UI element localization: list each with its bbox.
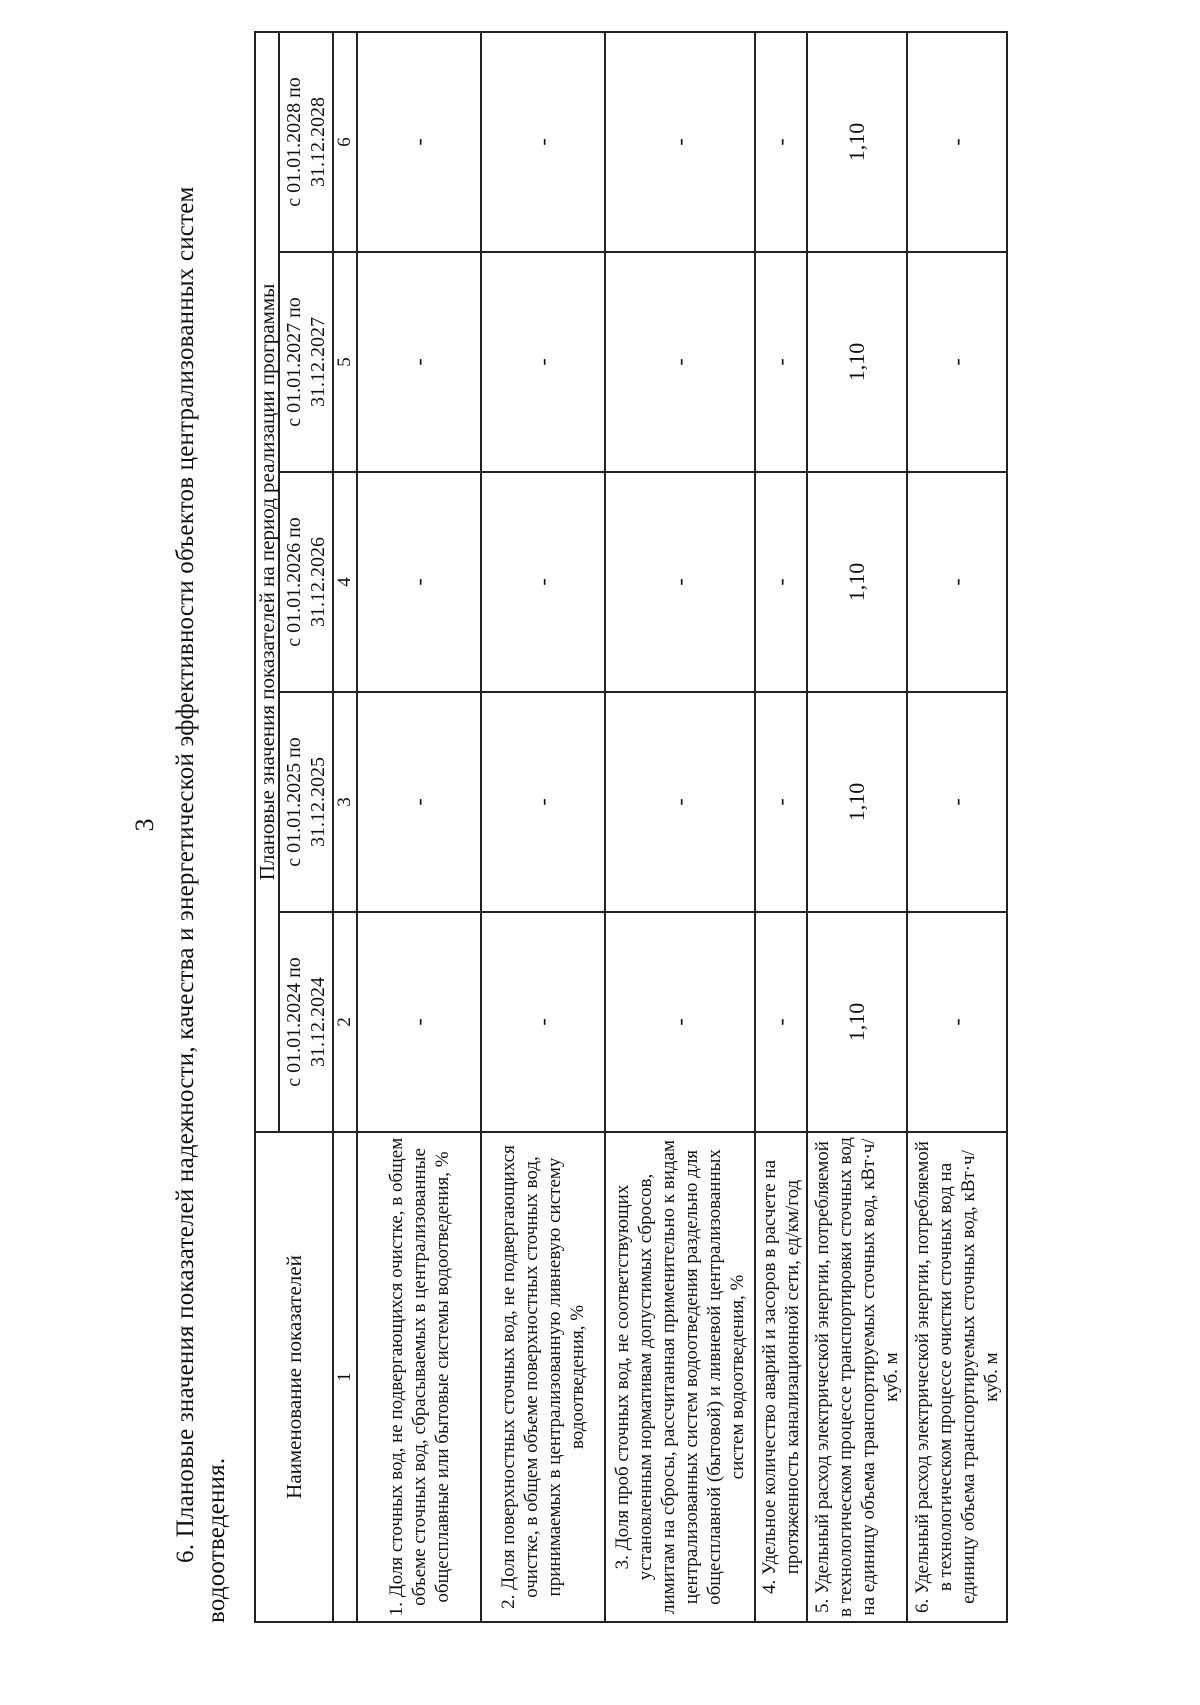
indicator-name: 1. Доля сточных вод, не подвергающихся очистке, в общем объеме сточных вод, сбрасываемых в централизованные общесплавные или бытовые системы водоотведения, % <box>357 1132 481 1622</box>
indicator-value: - <box>357 472 481 692</box>
indicator-value: - <box>755 472 807 692</box>
period-header: с 01.01.2024 по 31.12.2024 <box>279 912 333 1132</box>
indicator-value: 1,10 <box>807 472 907 692</box>
indicator-value: - <box>755 692 807 912</box>
indicator-name: 4. Удельное количество аварий и засоров в расчете на протяженность канализационной сети, ед/км/год <box>755 1132 807 1622</box>
indicator-value: 1,10 <box>807 912 907 1132</box>
rotated-page <box>130 0 1150 1655</box>
indicator-value: - <box>481 32 605 252</box>
period-header: с 01.01.2026 по 31.12.2026 <box>279 472 333 692</box>
indicator-value: - <box>907 912 1007 1132</box>
indicator-value: - <box>481 692 605 912</box>
indicator-value: - <box>907 692 1007 912</box>
column-number: 2 <box>333 912 357 1132</box>
indicator-value: - <box>907 32 1007 252</box>
period-header: с 01.01.2025 по 31.12.2025 <box>279 692 333 912</box>
indicator-value: - <box>907 472 1007 692</box>
indicator-value: - <box>357 32 481 252</box>
page-number: 3 <box>130 818 159 832</box>
indicator-value: - <box>755 912 807 1132</box>
indicator-value: - <box>907 252 1007 472</box>
column-number: 4 <box>333 472 357 692</box>
indicator-name: 2. Доля поверхностных сточных вод, не подвергающихся очистке, в общем объеме поверхностных сточных вод, принимаемых в централизованную ливневую систему водоотведения, % <box>481 1132 605 1622</box>
indicator-value: - <box>481 252 605 472</box>
period-header: с 01.01.2028 по 31.12.2028 <box>279 32 333 252</box>
column-header-name: Наименование показателей <box>255 1132 333 1622</box>
indicator-name: 3. Доля проб сточных вод, не соответствующих установленным нормативам допустимых сбросов, лимитам на сбросы, рассчитанная применительно к видам централизованных систем водоотведения раздельно для общесплавной (бытовой) и ливневой централизованных систем водоотведения, % <box>605 1132 755 1622</box>
column-number: 3 <box>333 692 357 912</box>
header-row-group <box>255 32 279 1622</box>
indicator-value: - <box>481 472 605 692</box>
column-number: 5 <box>333 252 357 472</box>
indicator-value: - <box>357 912 481 1132</box>
indicator-name: 5. Удельный расход электрической энергии, потребляемой в технологическом процессе транспортировки сточных вод на единицу объема транспортируемых сточных вод, кВт·ч/куб. м <box>807 1132 907 1622</box>
indicator-value: - <box>605 912 755 1132</box>
column-number-row <box>333 32 357 1622</box>
indicator-value: - <box>357 252 481 472</box>
indicator-value: - <box>755 252 807 472</box>
indicator-value: - <box>605 32 755 252</box>
indicator-value: 1,10 <box>807 692 907 912</box>
table-row <box>907 32 1007 1622</box>
column-number: 1 <box>333 1132 357 1622</box>
indicator-value: - <box>605 252 755 472</box>
indicators-table <box>254 31 1008 1623</box>
indicator-value: - <box>481 912 605 1132</box>
column-number: 6 <box>333 32 357 252</box>
indicator-name: 6. Удельный расход электрической энергии, потребляемой в технологическом процессе очистки сточных вод на единицу объема транспортируемых сточных вод, кВт·ч/куб. м <box>907 1132 1007 1622</box>
period-header: с 01.01.2027 по 31.12.2027 <box>279 252 333 472</box>
table-row <box>357 32 481 1622</box>
table-row <box>807 32 907 1622</box>
indicator-value: 1,10 <box>807 32 907 252</box>
indicator-value: 1,10 <box>807 252 907 472</box>
table-row <box>755 32 807 1622</box>
table-row <box>605 32 755 1622</box>
indicator-value: - <box>605 692 755 912</box>
section-heading: 6. Плановые значения показателей надежности, качества и энергетической эффективности объектов централизованных систем водоотведения. <box>172 186 230 1623</box>
table-row <box>481 32 605 1622</box>
indicator-value: - <box>605 472 755 692</box>
indicator-value: - <box>755 32 807 252</box>
column-header-group: Плановые значения показателей на период реализации программы <box>255 32 279 1132</box>
indicator-value: - <box>357 692 481 912</box>
